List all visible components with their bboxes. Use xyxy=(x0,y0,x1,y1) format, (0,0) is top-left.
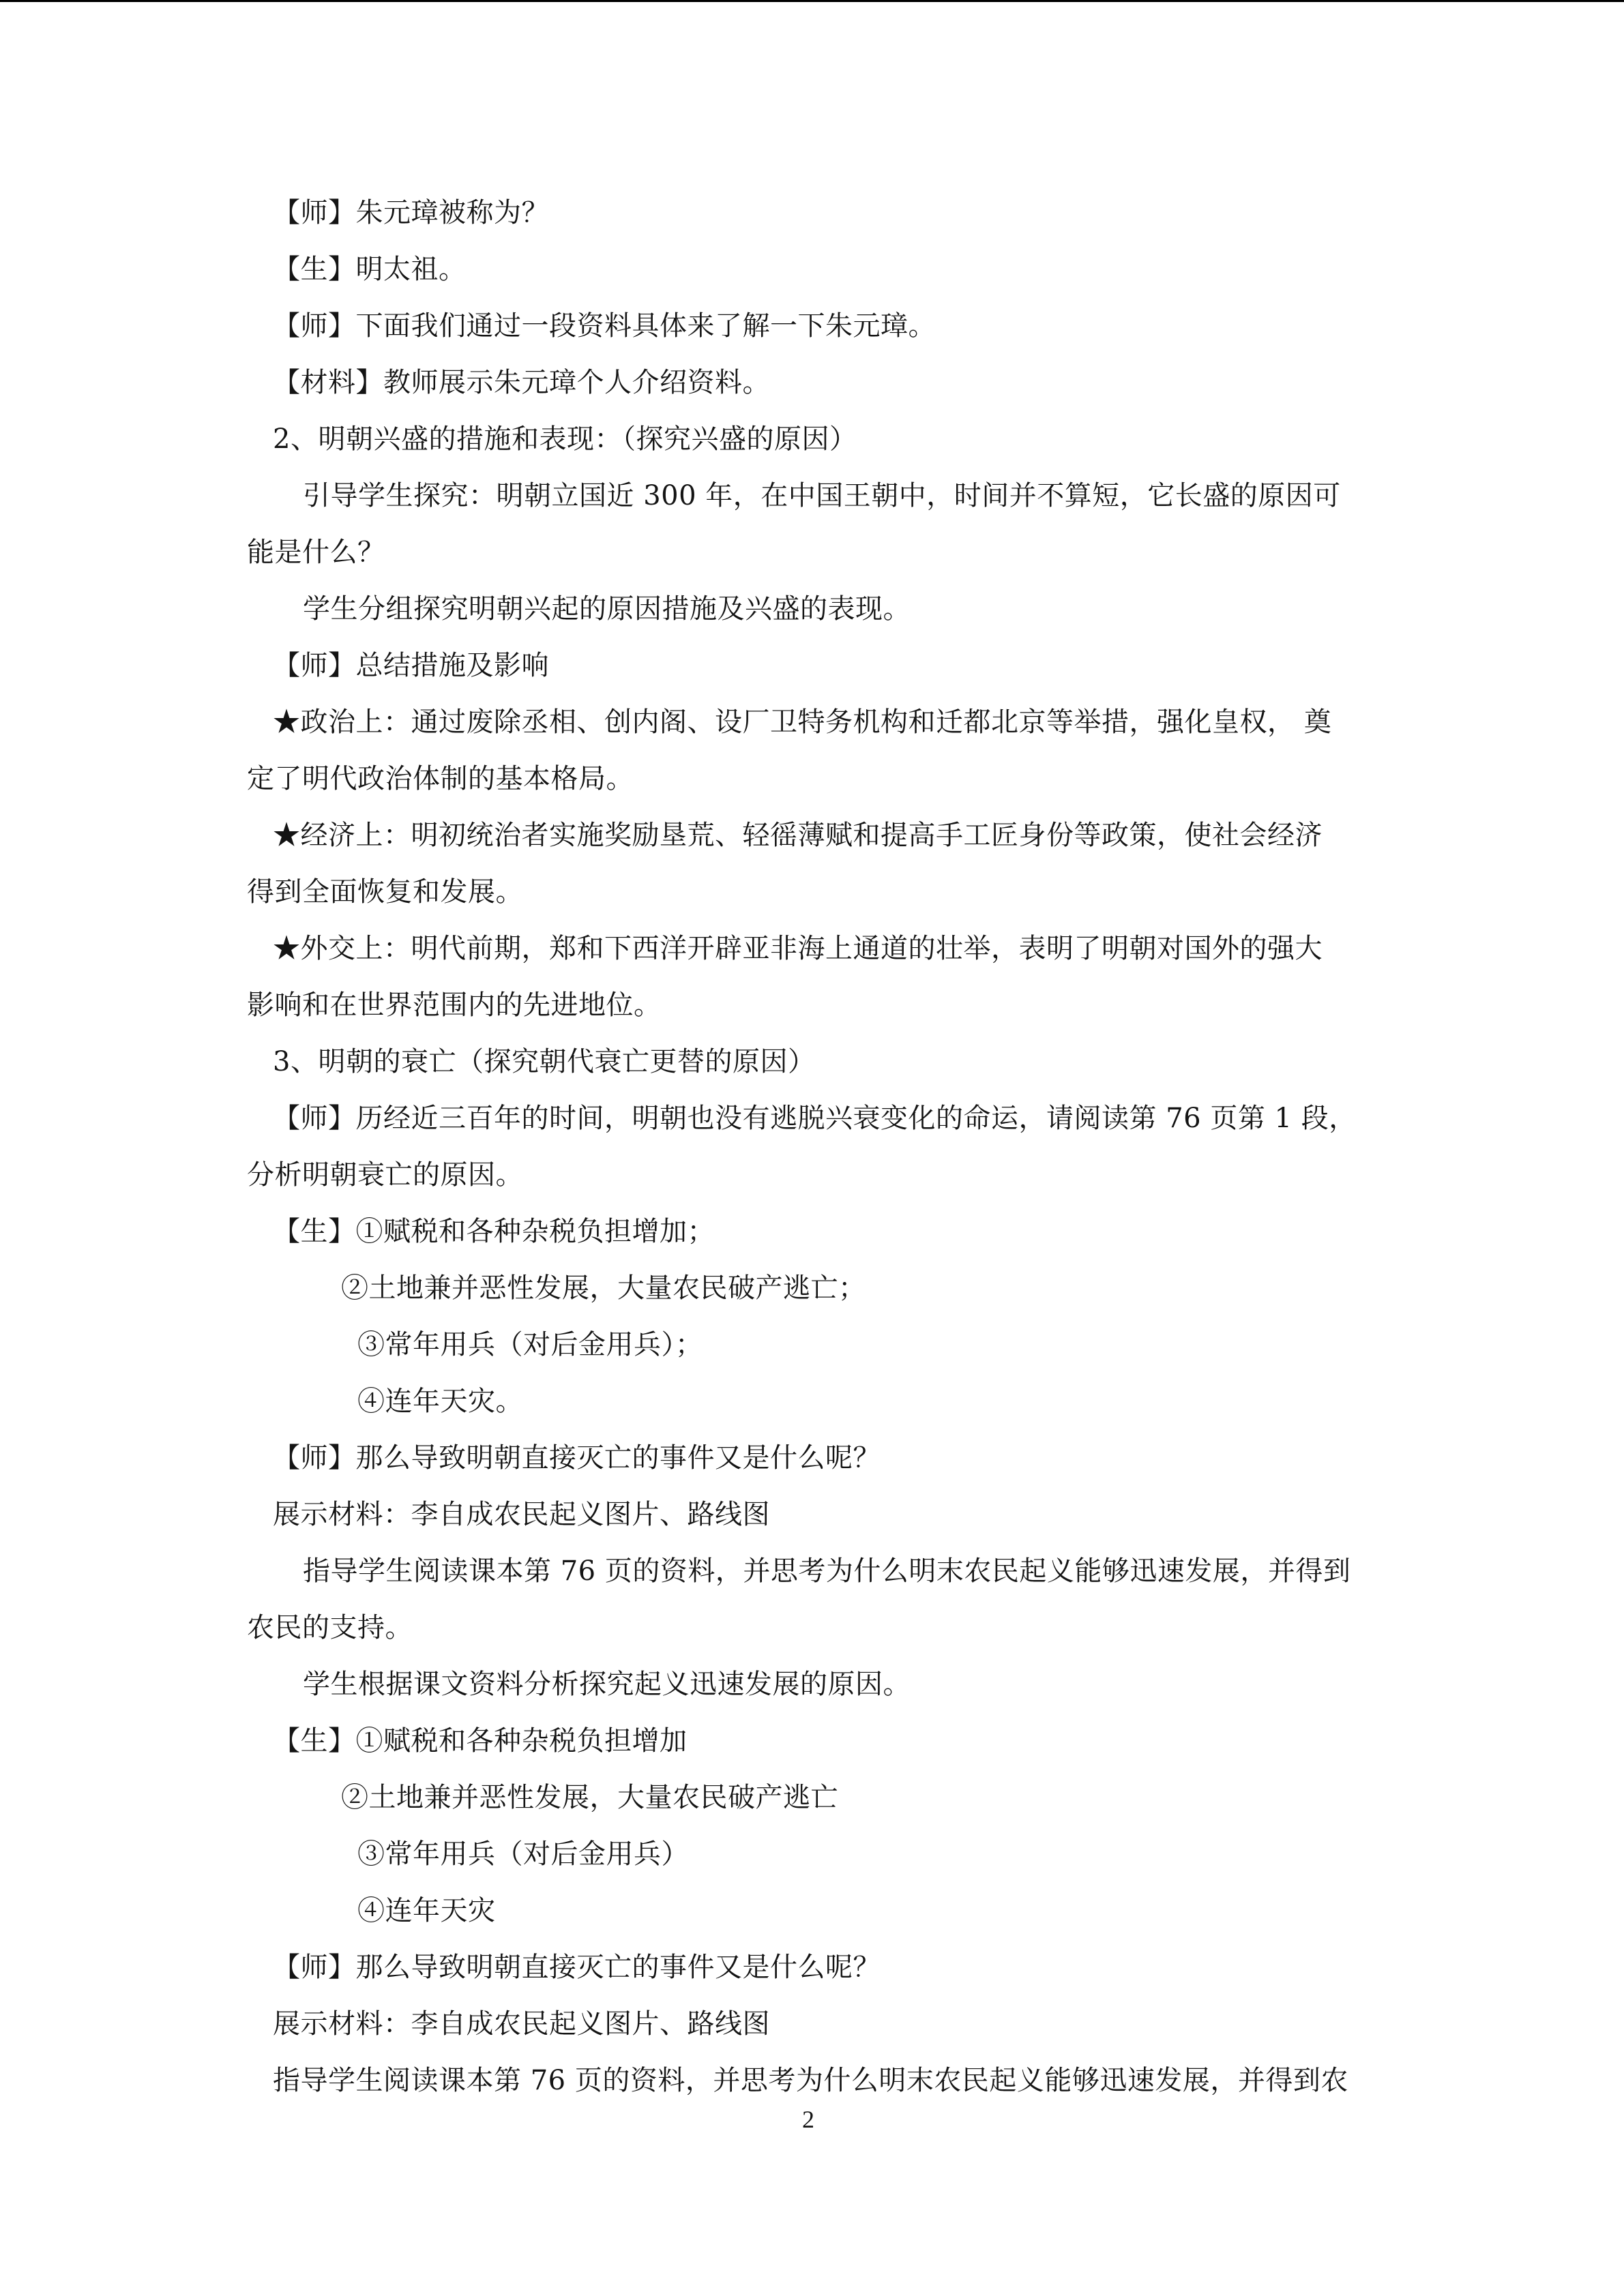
text-line: 【生】①赋税和各种杂税负担增加 xyxy=(273,1725,688,1757)
text-line: 【师】那么导致明朝直接灭亡的事件又是什么呢？ xyxy=(273,1442,881,1474)
text-line: 学生分组探究明朝兴起的原因措施及兴盛的表现。 xyxy=(303,593,911,625)
text-line: 【师】总结措施及影响 xyxy=(273,650,549,681)
list-item: ②土地兼并恶性发展，大量农民破产逃亡 xyxy=(341,1782,838,1813)
list-item: ②土地兼并恶性发展，大量农民破产逃亡； xyxy=(341,1272,866,1304)
text-line: 【生】①赋税和各种杂税负担增加； xyxy=(273,1216,715,1247)
list-item: ④连年天灾。 xyxy=(357,1386,523,1417)
text-line: 【生】明太祖。 xyxy=(273,254,467,285)
section-heading: 2、明朝兴盛的措施和表现：（探究兴盛的原因） xyxy=(273,423,857,455)
text-line: 指导学生阅读课本第 76 页的资料，并思考为什么明末农民起义能够迅速发展，并得到 xyxy=(303,1555,1351,1587)
text-line: 定了明代政治体制的基本格局。 xyxy=(247,763,634,794)
text-line: 【材料】教师展示朱元璋个人介绍资料。 xyxy=(273,367,770,398)
text-line: 【师】朱元璋被称为？ xyxy=(273,197,549,228)
text-line: 学生根据课文资料分析探究起义迅速发展的原因。 xyxy=(303,1669,911,1700)
text-line: 能是什么？ xyxy=(247,537,385,568)
text-line: 影响和在世界范围内的先进地位。 xyxy=(247,989,662,1021)
list-item: ③常年用兵（对后金用兵）； xyxy=(357,1329,703,1360)
section-heading: 3、明朝的衰亡（探究朝代衰亡更替的原因） xyxy=(273,1046,816,1077)
page-number: 2 xyxy=(802,2106,814,2133)
text-line: ★外交上：明代前期，郑和下西洋开辟亚非海上通道的壮举，表明了明朝对国外的强大 xyxy=(273,933,1323,964)
text-line: 引导学生探究：明朝立国近 300 年，在中国王朝中，时间并不算短，它长盛的原因可 xyxy=(303,480,1341,511)
text-line: 指导学生阅读课本第 76 页的资料，并思考为什么明末农民起义能够迅速发展，并得到农 xyxy=(273,2065,1348,2096)
text-line: 展示材料：李自成农民起义图片、路线图 xyxy=(273,1499,770,1530)
text-line: 得到全面恢复和发展。 xyxy=(247,876,523,908)
text-line: 【师】历经近三百年的时间，明朝也没有逃脱兴衰变化的命运，请阅读第 76 页第 1 段， xyxy=(273,1103,1357,1134)
text-line: 分析明朝衰亡的原因。 xyxy=(247,1159,523,1191)
text-line: 展示材料：李自成农民起义图片、路线图 xyxy=(273,2008,770,2040)
page-top-border xyxy=(0,0,1624,2)
text-line: 【师】那么导致明朝直接灭亡的事件又是什么呢？ xyxy=(273,1952,881,1983)
text-line: 农民的支持。 xyxy=(247,1612,413,1643)
text-line: 【师】下面我们通过一段资料具体来了解一下朱元璋。 xyxy=(273,310,936,342)
list-item: ③常年用兵（对后金用兵） xyxy=(357,1838,689,1870)
text-line: ★政治上：通过废除丞相、创内阁、设厂卫特务机构和迁都北京等举措，强化皇权， 奠 xyxy=(273,706,1332,738)
text-line: ★经济上：明初统治者实施奖励垦荒、轻徭薄赋和提高手工匠身份等政策，使社会经济 xyxy=(273,820,1323,851)
list-item: ④连年天灾 xyxy=(357,1895,496,1926)
